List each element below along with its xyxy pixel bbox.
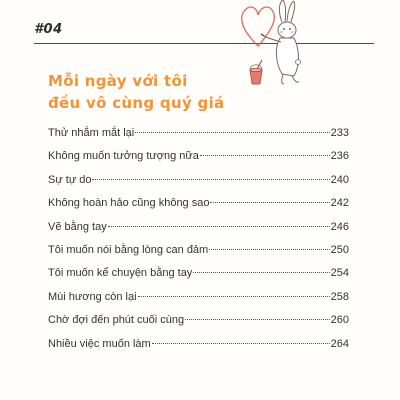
rabbit-ear-icon (287, 1, 294, 21)
toc-entry-title: Không muốn tưởng tượng nữa (48, 150, 199, 163)
toc-dot-leader (138, 296, 330, 297)
paint-bucket-icon (250, 60, 262, 84)
toc-dot-leader (209, 249, 329, 250)
toc-dot-leader (210, 202, 329, 203)
toc-dot-leader (135, 132, 329, 133)
rabbit-ear-icon (279, 0, 283, 22)
toc-page-number: 246 (330, 220, 349, 233)
toc-page-number: 233 (330, 127, 349, 139)
toc-entry (48, 314, 349, 337)
toc-page-number: 242 (330, 197, 349, 210)
toc-dot-leader (185, 319, 330, 320)
toc-entry-title: Thử nhắm mắt lại (48, 127, 135, 139)
toc-page-number: 254 (330, 267, 349, 280)
heart-icon (242, 7, 275, 46)
toc-entry-title: Sự tự do (48, 173, 92, 186)
toc-page-number: 258 (330, 290, 349, 303)
toc-entry (48, 197, 349, 220)
toc-page-number: 260 (330, 314, 349, 327)
toc-entry (48, 267, 349, 290)
rabbit-body-icon (276, 38, 298, 76)
toc-entry (48, 174, 349, 197)
toc-dot-leader (92, 179, 329, 180)
toc-entry (48, 150, 349, 173)
toc-dot-leader (108, 226, 330, 227)
toc-entry-title: Vẽ bằng tay (48, 220, 107, 233)
toc-dot-leader (200, 155, 330, 156)
toc-entry-title: Tôi muốn kể chuyện bằng tay (48, 267, 193, 280)
section-title-line: đều vô cùng quý giá (48, 94, 225, 112)
section-title-line: Mỗi ngày với tôi (48, 72, 188, 90)
toc-entry-title: Mùi hương còn lại (48, 290, 137, 303)
toc-page-number: 236 (330, 150, 349, 163)
toc-entry (48, 221, 349, 244)
toc-entry (48, 127, 349, 150)
table-of-contents (48, 127, 349, 361)
chapter-number: #04 (34, 22, 63, 37)
toc-dot-leader (193, 272, 329, 273)
header-rule (34, 43, 374, 44)
rabbit-with-heart-and-bucket-icon (236, 0, 308, 86)
toc-entry-title: Nhiều việc muốn làm (48, 337, 151, 350)
toc-dot-leader (152, 343, 330, 344)
toc-entry (48, 244, 349, 267)
toc-page-number: 250 (330, 243, 349, 256)
toc-page-number: 240 (330, 173, 349, 186)
toc-entry-title: Chờ đợi đến phút cuối cùng (48, 314, 185, 327)
section-title (48, 70, 224, 114)
rabbit-head-icon (278, 22, 296, 38)
toc-entry (48, 291, 349, 314)
toc-entry-title: Tôi muốn nói bằng lòng can đảm (48, 243, 209, 256)
toc-entry (48, 338, 349, 361)
toc-page-number: 264 (330, 337, 349, 350)
toc-entry-title: Không hoàn hảo cũng không sao (48, 197, 210, 210)
